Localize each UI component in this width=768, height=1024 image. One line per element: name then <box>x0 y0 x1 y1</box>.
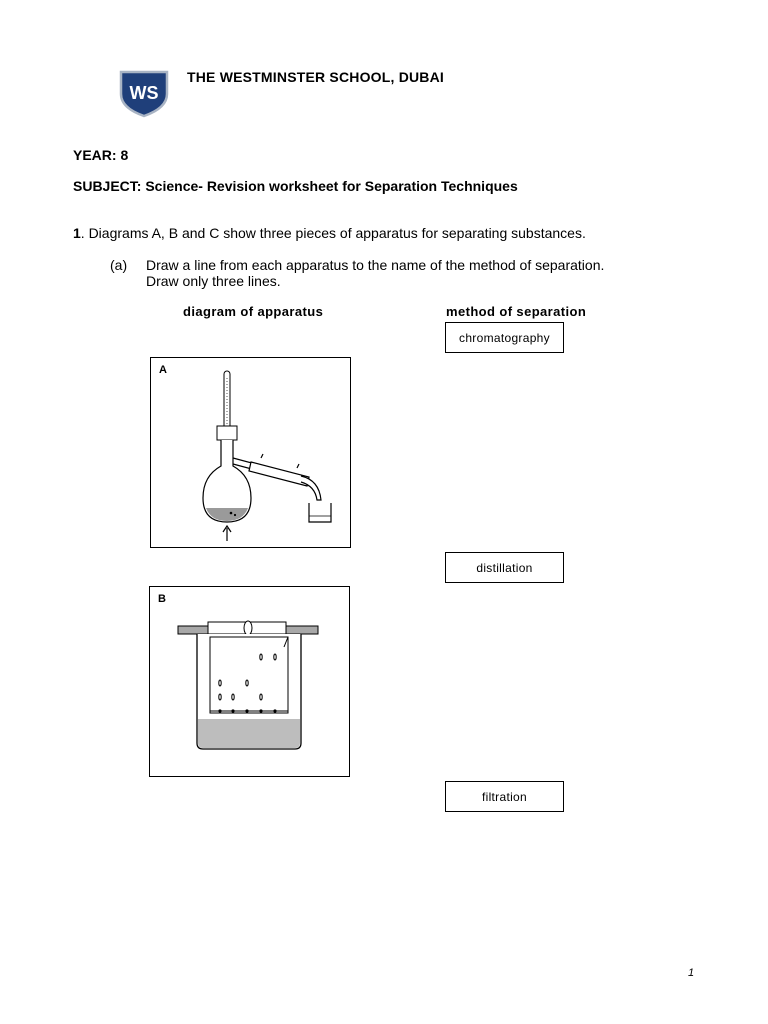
method-box-filtration[interactable]: filtration <box>445 781 564 812</box>
part-a-label: (a) <box>110 257 128 273</box>
year-label: YEAR: 8 <box>73 147 129 163</box>
page-number: 1 <box>688 967 695 979</box>
column-heading-method: method of separation <box>446 304 587 319</box>
apparatus-tag-a: A <box>159 364 167 376</box>
question-1 <box>73 225 586 241</box>
part-a-line-1: Draw a line from each apparatus to the name of the method of separation. <box>146 257 605 273</box>
logo-lettering: WS <box>129 83 159 103</box>
method-box-chromatography[interactable]: chromatography <box>445 322 564 353</box>
apparatus-tag-b: B <box>158 593 166 605</box>
question-number: 1 <box>73 225 81 241</box>
school-logo <box>118 70 170 118</box>
apparatus-diagram-b[interactable] <box>149 586 350 777</box>
school-name: THE WESTMINSTER SCHOOL, DUBAI <box>187 69 445 85</box>
subject-label: SUBJECT: Science- Revision worksheet for Separation Techniques <box>73 178 518 194</box>
apparatus-diagram-a[interactable] <box>150 357 351 548</box>
distillation-apparatus-illustration <box>151 358 352 549</box>
chromatography-apparatus-illustration <box>150 587 351 778</box>
column-heading-apparatus: diagram of apparatus <box>183 304 324 319</box>
method-box-distillation[interactable]: distillation <box>445 552 564 583</box>
part-a-line-2: Draw only three lines. <box>146 273 281 289</box>
part-a-instructions <box>146 257 604 289</box>
question-text: . Diagrams A, B and C show three pieces of apparatus for separating substances. <box>80 225 586 241</box>
